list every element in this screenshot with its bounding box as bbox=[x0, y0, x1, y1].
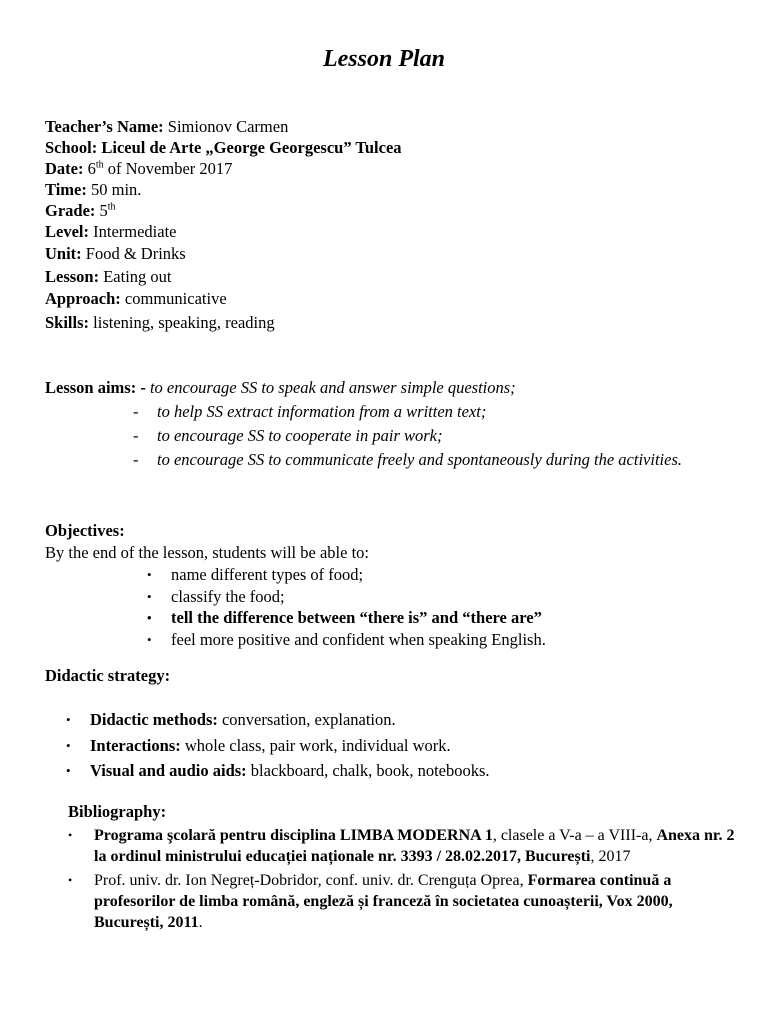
objectives-list bbox=[45, 564, 546, 650]
approach-label: Approach: bbox=[45, 289, 121, 308]
unit-row bbox=[45, 242, 402, 266]
date-sup: th bbox=[95, 159, 104, 171]
strategy-item bbox=[66, 707, 490, 733]
time-value: 50 min. bbox=[90, 180, 142, 199]
skills-label: Skills: bbox=[45, 313, 90, 332]
strategy-item bbox=[66, 758, 490, 784]
aim-row bbox=[45, 400, 682, 424]
bibliography-heading: Bibliography: bbox=[68, 802, 167, 821]
lesson-row bbox=[45, 266, 402, 287]
lesson-info bbox=[45, 116, 402, 335]
aim-item: to help SS extract information from a written text; bbox=[157, 402, 487, 421]
bullet-icon: • bbox=[66, 737, 71, 753]
aim-item: to encourage SS to speak and answer simple questions; bbox=[149, 378, 516, 397]
grade-value: 5 bbox=[99, 201, 108, 220]
skills-value: listening, speaking, reading bbox=[93, 313, 275, 332]
bullet-icon: • bbox=[147, 631, 152, 647]
aim-dash: - bbox=[133, 426, 139, 445]
school-label: School: bbox=[45, 138, 98, 157]
strategy-label: Interactions: bbox=[90, 735, 181, 755]
aims-label: Lesson aims: - bbox=[45, 378, 146, 397]
level-row bbox=[45, 221, 402, 242]
bibliography-title: Formarea continuă a profesorilor de limba română, engleză și franceză în societatea cunoașterii, Vox 2000, București, 2011 bbox=[94, 872, 673, 931]
objective-text: name different types of food; bbox=[171, 565, 364, 584]
bibliography-item bbox=[66, 825, 746, 867]
strategy-value: conversation, explanation. bbox=[221, 710, 396, 729]
strategy-value: blackboard, chalk, book, notebooks. bbox=[250, 761, 490, 780]
objective-item bbox=[147, 586, 546, 608]
bullet-icon: • bbox=[66, 712, 71, 727]
date-day: 6 bbox=[87, 159, 96, 178]
teacher-row bbox=[45, 116, 402, 137]
aim-row bbox=[45, 448, 682, 472]
strategy-item bbox=[66, 733, 490, 759]
bibliography-list bbox=[66, 825, 746, 936]
level-label: Level: bbox=[45, 222, 89, 241]
bibliography-text: , 2017 bbox=[590, 848, 631, 865]
strategy-value: whole class, pair work, individual work. bbox=[184, 735, 451, 755]
strategy-label: Visual and audio aids: bbox=[90, 761, 247, 780]
bullet-icon: • bbox=[68, 873, 73, 887]
date-row bbox=[45, 158, 402, 179]
bibliography-item bbox=[66, 870, 746, 933]
bullet-icon: • bbox=[147, 567, 152, 582]
objectives-section bbox=[45, 520, 546, 650]
lesson-label: Lesson: bbox=[45, 267, 100, 286]
aims-first-row bbox=[45, 376, 682, 400]
bibliography-text: Prof. univ. dr. Ion Negreț-Dobridor, conf. univ. dr. Crenguța Oprea, bbox=[94, 872, 528, 889]
grade-label: Grade: bbox=[45, 201, 96, 220]
grade-sup: th bbox=[107, 201, 116, 213]
date-rest: of November 2017 bbox=[107, 159, 233, 178]
objective-text: classify the food; bbox=[171, 586, 285, 606]
objective-item bbox=[147, 629, 546, 651]
objective-item bbox=[147, 564, 546, 586]
aim-dash: - bbox=[133, 402, 139, 421]
lesson-value: Eating out bbox=[103, 267, 172, 286]
teacher-label: Teacher’s Name: bbox=[45, 117, 164, 136]
bibliography-text: . bbox=[198, 914, 203, 931]
strategy-label: Didactic methods: bbox=[90, 710, 218, 729]
approach-value: communicative bbox=[124, 289, 227, 308]
objective-text: tell the difference between “there is” and “there are” bbox=[171, 608, 542, 627]
strategy-heading: Didactic strategy: bbox=[45, 666, 171, 685]
approach-row bbox=[45, 287, 402, 311]
bibliography-title: Anexa nr. 2 la ordinul ministrului educației naționale nr. 3393 / 28.02.2017, București bbox=[94, 827, 735, 865]
school-value: Liceul de Arte „George Georgescu” Tulcea bbox=[101, 138, 402, 157]
aim-item: to encourage SS to cooperate in pair work; bbox=[157, 426, 443, 445]
unit-value: Food & Drinks bbox=[85, 244, 186, 263]
page-title: Lesson Plan bbox=[322, 46, 445, 72]
objectives-heading: Objectives: bbox=[45, 521, 125, 540]
aim-dash: - bbox=[133, 450, 139, 469]
skills-row bbox=[45, 311, 402, 335]
objective-item bbox=[147, 607, 546, 629]
bullet-icon: • bbox=[147, 610, 152, 625]
strategy-list bbox=[66, 707, 490, 784]
objective-text: feel more positive and confident when speaking English. bbox=[171, 629, 546, 649]
time-label: Time: bbox=[45, 180, 87, 199]
lesson-aims bbox=[45, 376, 682, 472]
bibliography-title: Programa şcolară pentru disciplina LIMBA MODERNA 1 bbox=[94, 827, 493, 844]
objectives-intro: By the end of the lesson, students will be able to: bbox=[45, 543, 369, 562]
date-label: Date: bbox=[45, 159, 84, 178]
teacher-value: Simionov Carmen bbox=[167, 117, 289, 136]
grade-row bbox=[45, 200, 402, 221]
aim-row bbox=[45, 424, 682, 448]
unit-label: Unit: bbox=[45, 244, 82, 263]
bullet-icon: • bbox=[147, 588, 152, 604]
aim-item: to encourage SS to communicate freely and spontaneously during the activities. bbox=[157, 450, 682, 469]
bullet-icon: • bbox=[66, 763, 71, 778]
time-row bbox=[45, 179, 402, 200]
bullet-icon: • bbox=[68, 828, 73, 842]
level-value: Intermediate bbox=[93, 222, 177, 241]
bibliography-text: , clasele a V-a – a VIII-a, bbox=[492, 827, 653, 844]
school-row bbox=[45, 137, 402, 158]
